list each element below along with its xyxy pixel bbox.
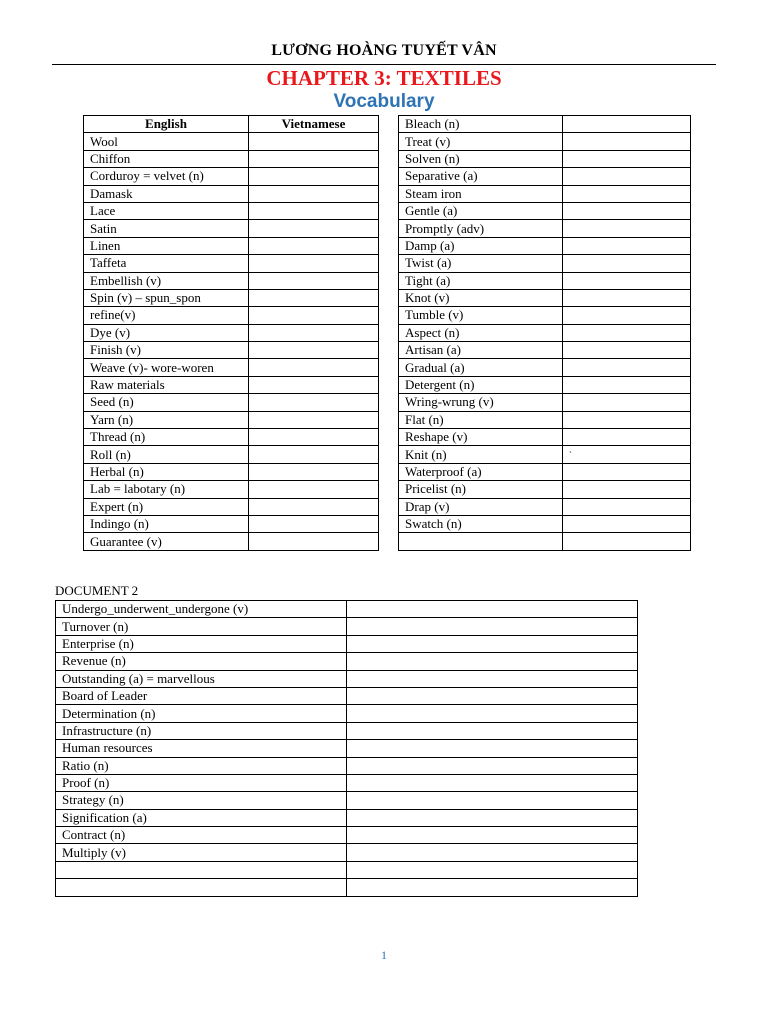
- translation-cell[interactable]: [563, 307, 691, 324]
- term-cell: [399, 533, 563, 550]
- term-cell: Waterproof (a): [399, 463, 563, 480]
- translation-cell[interactable]: [249, 498, 379, 515]
- table-row: [56, 757, 638, 774]
- term-cell: Twist (a): [399, 255, 563, 272]
- table-row: [56, 601, 638, 618]
- term-cell: Embellish (v): [84, 272, 249, 289]
- term-cell: Chiffon: [84, 150, 249, 167]
- table-row: [84, 185, 379, 202]
- table-row: [399, 359, 691, 376]
- term-cell: Gentle (a): [399, 202, 563, 219]
- table-header-row: [84, 116, 379, 133]
- translation-cell[interactable]: [347, 757, 638, 774]
- term-cell: Roll (n): [84, 446, 249, 463]
- term-cell: Artisan (a): [399, 342, 563, 359]
- translation-cell[interactable]: [563, 411, 691, 428]
- vocabulary-heading: Vocabulary: [333, 91, 435, 112]
- table-row: [56, 635, 638, 652]
- translation-cell[interactable]: [563, 324, 691, 341]
- translation-cell[interactable]: [249, 481, 379, 498]
- table-row: [399, 150, 691, 167]
- translation-cell[interactable]: [249, 150, 379, 167]
- term-cell: Signification (a): [56, 809, 347, 826]
- translation-cell[interactable]: [347, 844, 638, 861]
- term-cell: Contract (n): [56, 827, 347, 844]
- term-cell: Expert (n): [84, 498, 249, 515]
- table-row: [56, 687, 638, 704]
- translation-cell[interactable]: [249, 446, 379, 463]
- term-cell: Swatch (n): [399, 515, 563, 532]
- term-cell: Damp (a): [399, 237, 563, 254]
- term-cell: Turnover (n): [56, 618, 347, 635]
- translation-cell[interactable]: [563, 446, 691, 463]
- table-row: [56, 705, 638, 722]
- term-cell: Lace: [84, 202, 249, 219]
- translation-cell[interactable]: [563, 342, 691, 359]
- term-cell: Determination (n): [56, 705, 347, 722]
- term-cell: Knit (n): [399, 446, 563, 463]
- translation-cell[interactable]: [249, 429, 379, 446]
- table-row: [84, 307, 379, 324]
- translation-cell[interactable]: [563, 220, 691, 237]
- table-row: [399, 533, 691, 550]
- translation-cell[interactable]: [563, 202, 691, 219]
- term-cell: Solven (n): [399, 150, 563, 167]
- term-cell: [56, 861, 347, 878]
- table-row: [84, 376, 379, 393]
- term-cell: Wring-wrung (v): [399, 394, 563, 411]
- table-row: [84, 220, 379, 237]
- table-row: [84, 272, 379, 289]
- table-row: [56, 861, 638, 878]
- term-cell: Tight (a): [399, 272, 563, 289]
- table-row: [84, 515, 379, 532]
- translation-cell[interactable]: [347, 635, 638, 652]
- translation-cell[interactable]: [249, 168, 379, 185]
- translation-cell[interactable]: [563, 237, 691, 254]
- vocabulary-table-left: [83, 115, 379, 551]
- table-row: [84, 324, 379, 341]
- term-cell: Steam iron: [399, 185, 563, 202]
- author-name: LƯƠNG HOÀNG TUYẾT VÂN: [271, 42, 497, 59]
- translation-cell[interactable]: [347, 861, 638, 878]
- translation-cell[interactable]: [347, 722, 638, 739]
- translation-cell[interactable]: [563, 359, 691, 376]
- term-cell: [56, 879, 347, 896]
- term-cell: Weave (v)- wore-woren: [84, 359, 249, 376]
- translation-cell[interactable]: [249, 394, 379, 411]
- table-row: [399, 237, 691, 254]
- table-row: [56, 827, 638, 844]
- table-row: [399, 342, 691, 359]
- table-row: [84, 498, 379, 515]
- translation-cell[interactable]: [249, 463, 379, 480]
- table-row: [399, 411, 691, 428]
- stray-mark: `: [569, 449, 572, 460]
- table-row: [84, 463, 379, 480]
- term-cell: Promptly (adv): [399, 220, 563, 237]
- term-cell: Tumble (v): [399, 307, 563, 324]
- table-row: [84, 202, 379, 219]
- translation-cell[interactable]: [249, 376, 379, 393]
- table-row: [56, 618, 638, 635]
- term-cell: Enterprise (n): [56, 635, 347, 652]
- translation-cell[interactable]: [249, 411, 379, 428]
- term-cell: Indingo (n): [84, 515, 249, 532]
- table-row: [56, 844, 638, 861]
- term-cell: Linen: [84, 237, 249, 254]
- translation-cell[interactable]: [563, 463, 691, 480]
- translation-cell[interactable]: [249, 342, 379, 359]
- term-cell: Taffeta: [84, 255, 249, 272]
- table-row: [399, 255, 691, 272]
- term-cell: Yarn (n): [84, 411, 249, 428]
- column-header-vietnamese: Vietnamese: [249, 116, 379, 133]
- term-cell: Satin: [84, 220, 249, 237]
- column-header-english: English: [84, 116, 249, 133]
- translation-cell[interactable]: [249, 255, 379, 272]
- translation-cell[interactable]: [347, 653, 638, 670]
- translation-cell[interactable]: [347, 809, 638, 826]
- table-row: [56, 879, 638, 896]
- table-row: [84, 446, 379, 463]
- document-2-label: DOCUMENT 2: [55, 583, 139, 598]
- translation-cell[interactable]: [249, 237, 379, 254]
- term-cell: Undergo_underwent_undergone (v): [56, 601, 347, 618]
- translation-cell[interactable]: [347, 705, 638, 722]
- term-cell: Aspect (n): [399, 324, 563, 341]
- term-cell: Finish (v): [84, 342, 249, 359]
- translation-cell[interactable]: [249, 324, 379, 341]
- translation-cell[interactable]: [347, 740, 638, 757]
- table-row: [399, 307, 691, 324]
- translation-cell[interactable]: [249, 359, 379, 376]
- table-row: [84, 168, 379, 185]
- term-cell: Pricelist (n): [399, 481, 563, 498]
- table-row: [56, 809, 638, 826]
- table-row: [399, 220, 691, 237]
- term-cell: Separative (a): [399, 168, 563, 185]
- translation-cell[interactable]: [249, 220, 379, 237]
- translation-cell[interactable]: [249, 185, 379, 202]
- table-row: [399, 515, 691, 532]
- translation-cell[interactable]: [563, 481, 691, 498]
- term-cell: Multiply (v): [56, 844, 347, 861]
- table-row: [84, 255, 379, 272]
- translation-cell[interactable]: [347, 670, 638, 687]
- translation-cell[interactable]: [563, 394, 691, 411]
- table-row: [84, 150, 379, 167]
- term-cell: Knot (v): [399, 289, 563, 306]
- term-cell: Corduroy = velvet (n): [84, 168, 249, 185]
- table-row: [399, 446, 691, 463]
- translation-cell[interactable]: [249, 133, 379, 150]
- term-cell: Reshape (v): [399, 429, 563, 446]
- translation-cell[interactable]: [347, 774, 638, 791]
- translation-cell[interactable]: [347, 601, 638, 618]
- chapter-title: CHAPTER 3: TEXTILES: [266, 66, 502, 90]
- term-cell: Gradual (a): [399, 359, 563, 376]
- translation-cell[interactable]: [249, 307, 379, 324]
- translation-cell[interactable]: [563, 272, 691, 289]
- term-cell: Human resources: [56, 740, 347, 757]
- term-cell: Guarantee (v): [84, 533, 249, 550]
- table-row: [56, 740, 638, 757]
- table-row: [399, 394, 691, 411]
- term-cell: Flat (n): [399, 411, 563, 428]
- translation-cell[interactable]: [563, 376, 691, 393]
- term-cell: Dye (v): [84, 324, 249, 341]
- table-row: [56, 653, 638, 670]
- table-row: [399, 463, 691, 480]
- term-cell: Wool: [84, 133, 249, 150]
- table-row: [56, 670, 638, 687]
- document-2-table: [55, 600, 638, 897]
- term-cell: Damask: [84, 185, 249, 202]
- term-cell: Spin (v) – spun_spon: [84, 289, 249, 306]
- term-cell: Ratio (n): [56, 757, 347, 774]
- term-cell: Infrastructure (n): [56, 722, 347, 739]
- table-row: [399, 289, 691, 306]
- table-row: [84, 481, 379, 498]
- translation-cell[interactable]: [249, 272, 379, 289]
- table-row: [56, 722, 638, 739]
- translation-cell[interactable]: [249, 202, 379, 219]
- translation-cell[interactable]: [563, 133, 691, 150]
- table-row: [84, 133, 379, 150]
- table-row: [399, 133, 691, 150]
- header-divider: [52, 64, 716, 65]
- term-cell: Thread (n): [84, 429, 249, 446]
- translation-cell[interactable]: [347, 827, 638, 844]
- translation-cell[interactable]: [563, 533, 691, 550]
- translation-cell[interactable]: [563, 498, 691, 515]
- term-cell: Detergent (n): [399, 376, 563, 393]
- table-row: [399, 429, 691, 446]
- table-row: [399, 272, 691, 289]
- table-row: [84, 533, 379, 550]
- vocabulary-table-right: [398, 115, 691, 551]
- term-cell: Board of Leader: [56, 687, 347, 704]
- term-cell: Raw materials: [84, 376, 249, 393]
- table-row: [84, 289, 379, 306]
- translation-cell[interactable]: [347, 879, 638, 896]
- table-row: [84, 342, 379, 359]
- translation-cell[interactable]: [563, 150, 691, 167]
- term-cell: Herbal (n): [84, 463, 249, 480]
- translation-cell[interactable]: [347, 792, 638, 809]
- translation-cell[interactable]: [563, 429, 691, 446]
- term-cell: Revenue (n): [56, 653, 347, 670]
- translation-cell[interactable]: [347, 687, 638, 704]
- term-cell: Outstanding (a) = marvellous: [56, 670, 347, 687]
- term-cell: refine(v): [84, 307, 249, 324]
- term-cell: Seed (n): [84, 394, 249, 411]
- table-row: [84, 359, 379, 376]
- term-cell: Drap (v): [399, 498, 563, 515]
- translation-cell[interactable]: [563, 168, 691, 185]
- table-row: [399, 498, 691, 515]
- translation-cell[interactable]: [249, 515, 379, 532]
- table-row: [399, 185, 691, 202]
- term-cell: Treat (v): [399, 133, 563, 150]
- translation-cell[interactable]: [347, 618, 638, 635]
- term-cell: Lab = labotary (n): [84, 481, 249, 498]
- table-row: [399, 116, 691, 133]
- table-row: [84, 429, 379, 446]
- translation-cell[interactable]: [249, 289, 379, 306]
- table-row: [84, 394, 379, 411]
- term-cell: Bleach (n): [399, 116, 563, 133]
- translation-cell[interactable]: [563, 116, 691, 133]
- table-row: [56, 774, 638, 791]
- table-row: [399, 481, 691, 498]
- page-number: 1: [381, 948, 387, 962]
- table-row: [399, 168, 691, 185]
- translation-cell[interactable]: [563, 255, 691, 272]
- translation-cell[interactable]: [563, 289, 691, 306]
- translation-cell[interactable]: [563, 515, 691, 532]
- table-row: [56, 792, 638, 809]
- table-row: [84, 237, 379, 254]
- table-row: [399, 202, 691, 219]
- table-row: [399, 376, 691, 393]
- table-row: [399, 324, 691, 341]
- translation-cell[interactable]: [249, 533, 379, 550]
- term-cell: Proof (n): [56, 774, 347, 791]
- translation-cell[interactable]: [563, 185, 691, 202]
- term-cell: Strategy (n): [56, 792, 347, 809]
- table-row: [84, 411, 379, 428]
